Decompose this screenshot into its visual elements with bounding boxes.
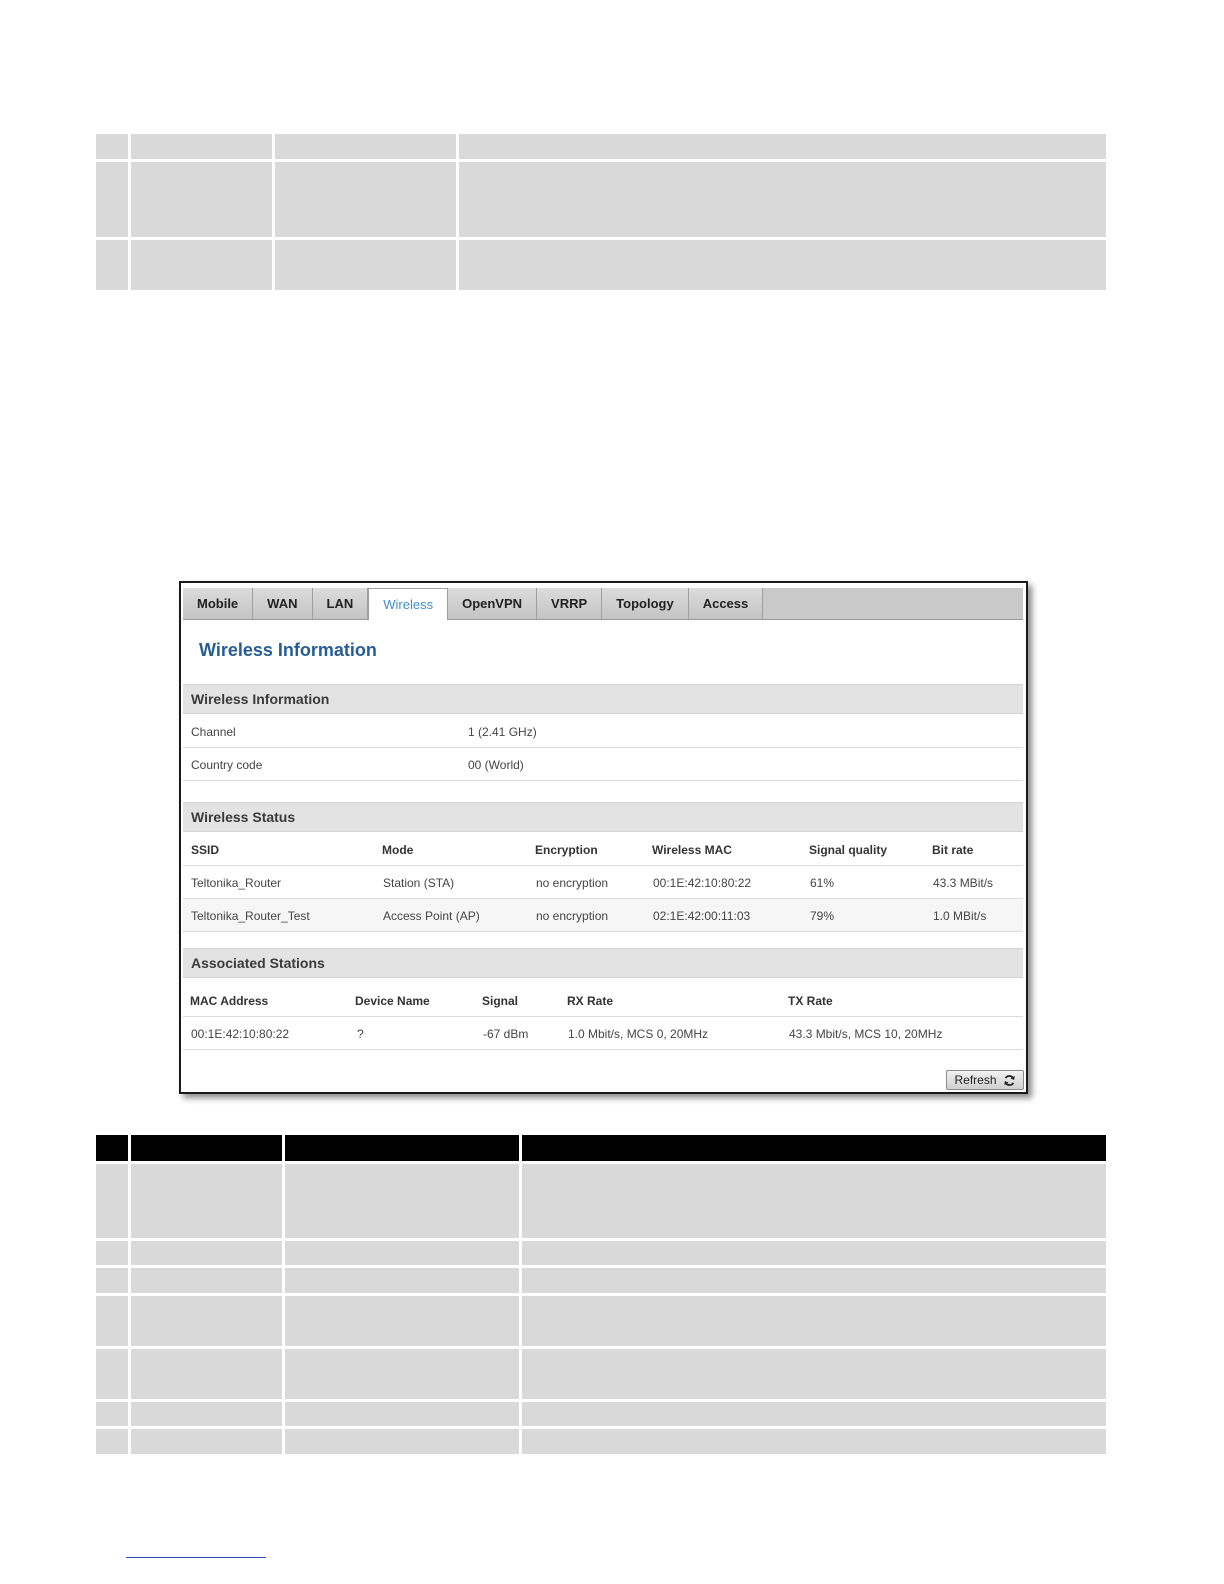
doc-table-cell — [96, 1349, 128, 1399]
tab-vrrp[interactable]: VRRP — [537, 588, 602, 619]
wireless-status-header-row — [183, 833, 1023, 866]
cell-encryption: no encryption — [536, 909, 609, 923]
cell-rx-rate: 1.0 Mbit/s, MCS 0, 20MHz — [568, 1027, 709, 1041]
refresh-button[interactable] — [946, 1070, 1024, 1090]
cell-signal-quality: 79% — [810, 909, 835, 923]
section-wireless-status: Wireless Status — [183, 802, 1023, 832]
section-wireless-information: Wireless Information — [183, 684, 1023, 714]
doc-table-cell — [275, 134, 456, 159]
doc-table-cell — [96, 1268, 128, 1293]
wireless-status-screenshot — [179, 581, 1028, 1094]
section-associated-stations: Associated Stations — [183, 948, 1023, 978]
tab-wireless[interactable]: Wireless — [368, 588, 448, 620]
column-header-encryption: Encryption — [535, 843, 598, 857]
doc-table-cell — [131, 1241, 282, 1265]
column-header-signal: Signal — [482, 994, 519, 1008]
doc-table-header-cell — [96, 1135, 128, 1161]
doc-table-cell — [285, 1349, 519, 1399]
doc-table-cell — [131, 1429, 282, 1454]
column-header-device-name: Device Name — [355, 994, 430, 1008]
column-header-signal-quality: Signal quality — [809, 843, 888, 857]
tab-mobile[interactable]: Mobile — [183, 588, 253, 619]
doc-table-cell — [285, 1296, 519, 1346]
refresh-icon — [1003, 1074, 1016, 1087]
cell-ssid: Teltonika_Router_Test — [191, 909, 310, 923]
doc-table-row — [0, 1349, 1010, 1399]
cell-mode: Station (STA) — [383, 876, 455, 890]
info-value: 00 (World) — [468, 758, 524, 772]
doc-table-cell — [522, 1241, 1106, 1265]
tab-openvpn[interactable]: OpenVPN — [448, 588, 537, 619]
cell-mac-address: 00:1E:42:10:80:22 — [191, 1027, 290, 1041]
footnote-separator — [126, 1557, 266, 1558]
doc-table-header-row — [0, 1135, 1010, 1161]
column-header-wireless-mac: Wireless MAC — [652, 843, 732, 857]
associated-stations-header-row — [183, 984, 1023, 1017]
tab-topology[interactable]: Topology — [602, 588, 689, 619]
cell-bit-rate: 1.0 MBit/s — [933, 909, 987, 923]
doc-table-row — [0, 1296, 1010, 1346]
cell-wireless-mac: 00:1E:42:10:80:22 — [653, 876, 752, 890]
doc-table-cell — [459, 162, 1106, 237]
doc-table-cell — [522, 1164, 1106, 1238]
doc-table-row — [0, 162, 1010, 237]
doc-table-cell — [131, 240, 272, 290]
doc-table-cell — [275, 240, 456, 290]
info-value: 1 (2.41 GHz) — [468, 725, 537, 739]
cell-mode: Access Point (AP) — [383, 909, 480, 923]
doc-table-row — [0, 240, 1010, 290]
page-title: Wireless Information — [199, 640, 377, 660]
column-header-rx-rate: RX Rate — [567, 994, 614, 1008]
column-header-ssid: SSID — [191, 843, 220, 857]
cell-encryption: no encryption — [536, 876, 609, 890]
cell-wireless-mac: 02:1E:42:00:11:03 — [653, 909, 751, 923]
doc-table-cell — [96, 1241, 128, 1265]
doc-table-cell — [285, 1429, 519, 1454]
cell-signal: -67 dBm — [483, 1027, 529, 1041]
doc-table-row — [0, 134, 1010, 159]
doc-table-cell — [522, 1268, 1106, 1293]
doc-table-cell — [522, 1349, 1106, 1399]
column-header-mode: Mode — [382, 843, 414, 857]
cell-signal-quality: 61% — [810, 876, 835, 890]
table-row — [183, 866, 1023, 899]
doc-table-cell — [131, 162, 272, 237]
doc-table-cell — [522, 1402, 1106, 1426]
doc-table-cell — [522, 1429, 1106, 1454]
table-row — [183, 1017, 1023, 1050]
doc-table-cell — [459, 240, 1106, 290]
doc-table-cell — [96, 240, 128, 290]
doc-table-cell — [131, 1296, 282, 1346]
doc-table-header-cell — [522, 1135, 1106, 1161]
doc-table-cell — [131, 1164, 282, 1238]
cell-device-name: ? — [357, 1027, 364, 1041]
doc-table-cell — [522, 1296, 1106, 1346]
doc-table-row — [0, 1164, 1010, 1238]
doc-table-cell — [131, 1402, 282, 1426]
doc-table-cell — [96, 1164, 128, 1238]
cell-ssid: Teltonika_Router — [191, 876, 282, 890]
info-label: Country code — [191, 758, 263, 772]
doc-table-cell — [285, 1402, 519, 1426]
doc-table-cell — [285, 1164, 519, 1238]
doc-table-cell — [275, 162, 456, 237]
info-label: Channel — [191, 725, 236, 739]
doc-table-header-cell — [285, 1135, 519, 1161]
status-tab-bar — [183, 588, 1023, 620]
doc-table-cell — [131, 1349, 282, 1399]
refresh-button-label: Refresh — [954, 1073, 997, 1087]
doc-table-cell — [96, 134, 128, 159]
cell-bit-rate: 43.3 MBit/s — [933, 876, 994, 890]
doc-table-cell — [96, 1402, 128, 1426]
column-header-mac-address: MAC Address — [190, 994, 269, 1008]
cell-tx-rate: 43.3 Mbit/s, MCS 10, 20MHz — [789, 1027, 943, 1041]
doc-table-row — [0, 1241, 1010, 1265]
doc-table-header-cell — [131, 1135, 282, 1161]
info-row-channel — [183, 715, 1023, 748]
doc-table-cell — [285, 1241, 519, 1265]
doc-table-row — [0, 1402, 1010, 1426]
doc-table-cell — [131, 1268, 282, 1293]
doc-table-cell — [131, 134, 272, 159]
column-header-tx-rate: TX Rate — [788, 994, 833, 1008]
tab-lan[interactable]: LAN — [313, 588, 369, 619]
column-header-bit-rate: Bit rate — [932, 843, 974, 857]
doc-table-cell — [96, 1296, 128, 1346]
table-row — [183, 899, 1023, 932]
doc-table-row — [0, 1268, 1010, 1293]
doc-table-cell — [459, 134, 1106, 159]
doc-table-row — [0, 1429, 1010, 1454]
doc-table-cell — [285, 1268, 519, 1293]
info-row-country-code — [183, 748, 1023, 781]
doc-table-cell — [96, 162, 128, 237]
tab-access[interactable]: Access — [689, 588, 764, 619]
tab-wan[interactable]: WAN — [253, 588, 312, 619]
doc-table-cell — [96, 1429, 128, 1454]
